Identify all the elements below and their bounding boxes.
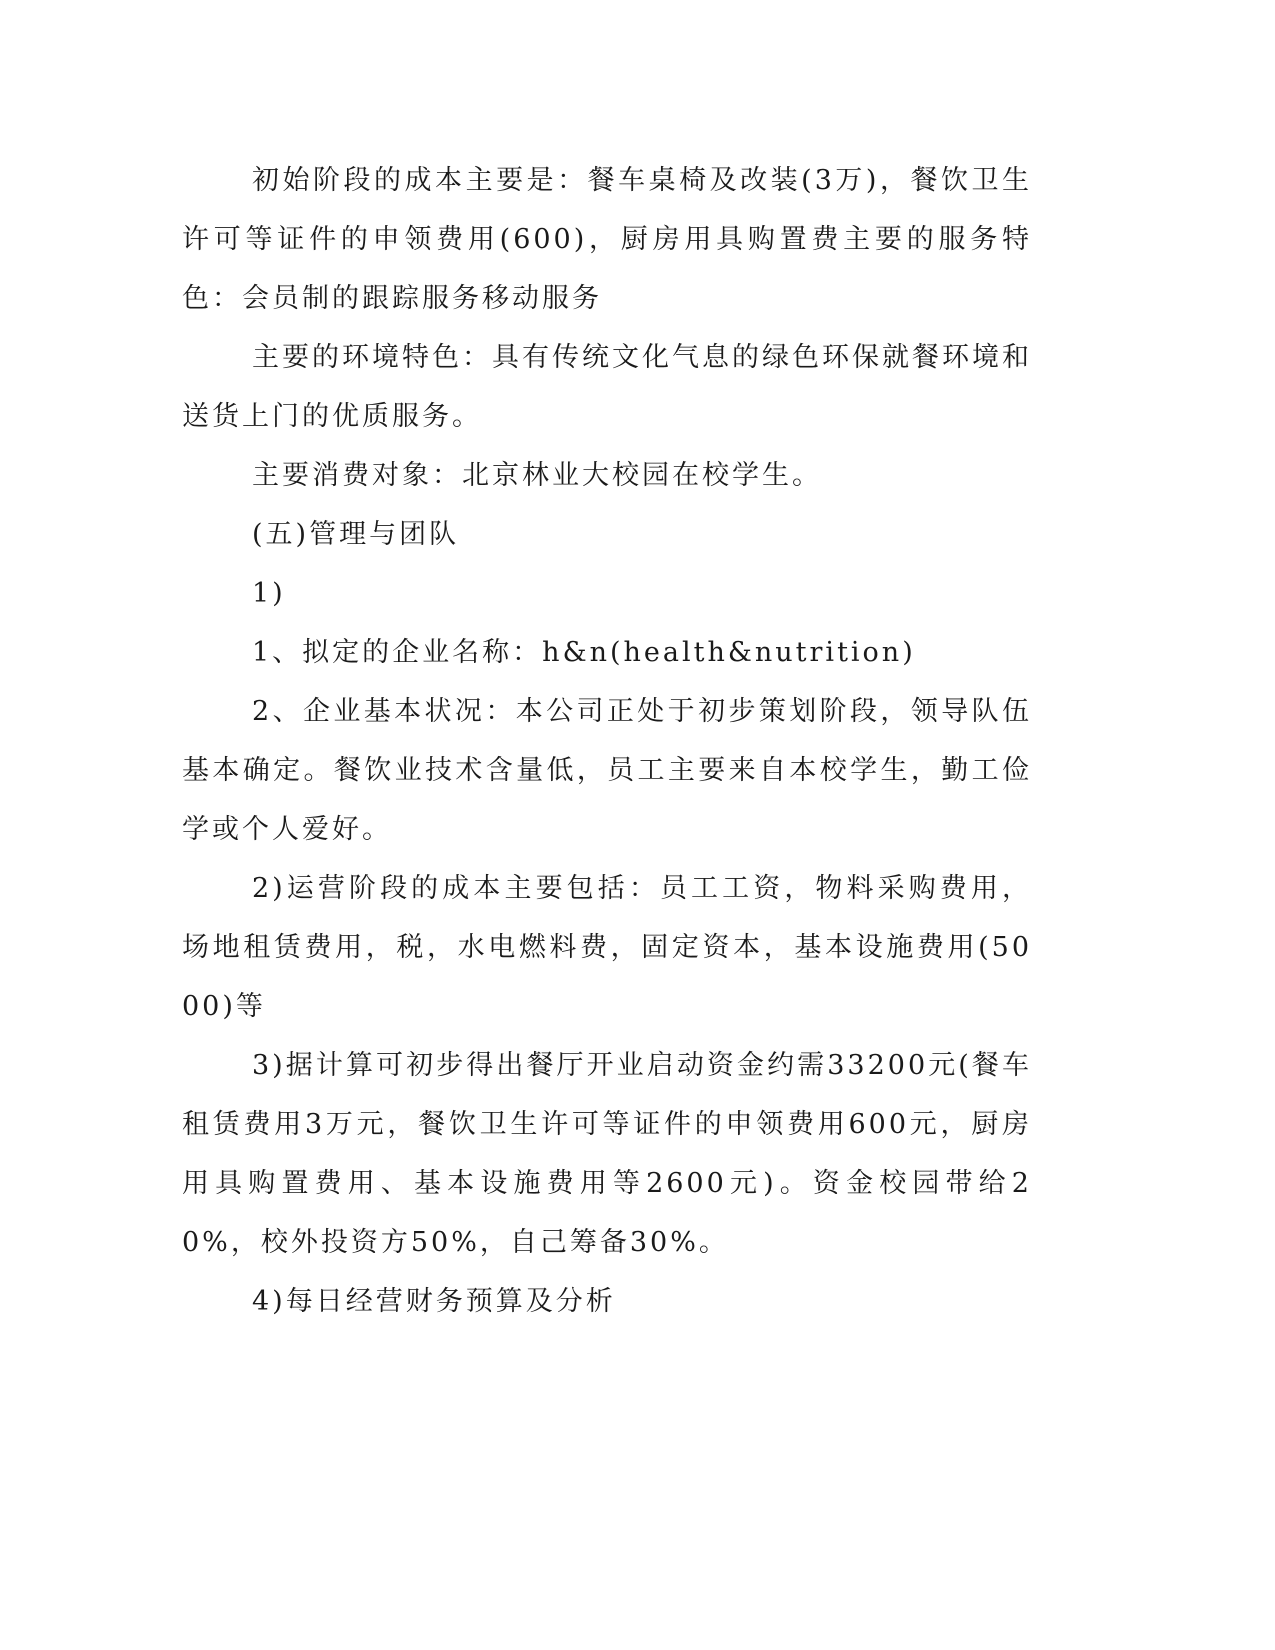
paragraph-initial-costs: 初始阶段的成本主要是：餐车桌椅及改装(3万)，餐饮卫生许可等证件的申领费用(600)，厨房用具购置费主要的服务特色：会员制的跟踪服务移动服务: [182, 165, 1032, 314]
paragraph-operating-costs: 2)运营阶段的成本主要包括：员工工资，物料采购费用，场地租赁费用，税，水电燃料费，固定资本，基本设施费用(5000)等: [182, 873, 1032, 1022]
document-body: [182, 151, 1032, 1331]
paragraph-daily-budget: 4)每日经营财务预算及分析: [252, 1286, 616, 1317]
paragraph-company-status: 2、企业基本状况：本公司正处于初步策划阶段，领导队伍基本确定。餐饮业技术含量低，员工主要来自本校学生，勤工俭学或个人爱好。: [182, 696, 1032, 845]
paragraph-company-name: 1、拟定的企业名称：h&n(health&nutrition): [252, 637, 916, 668]
paragraph-environment: 主要的环境特色：具有传统文化气息的绿色环保就餐环境和送货上门的优质服务。: [182, 342, 1032, 432]
paragraph-startup-capital: 3)据计算可初步得出餐厅开业启动资金约需33200元(餐车租赁费用3万元，餐饮卫生许可等证件的申领费用600元，厨房用具购置费用、基本设施费用等2600元)。资金校园带给20%，校外投资方50%，自己筹备30%。: [182, 1050, 1032, 1258]
section-heading-management: (五)管理与团队: [252, 519, 460, 550]
paragraph-item-1: 1): [252, 578, 286, 609]
paragraph-target-customers: 主要消费对象：北京林业大校园在校学生。: [252, 460, 822, 491]
